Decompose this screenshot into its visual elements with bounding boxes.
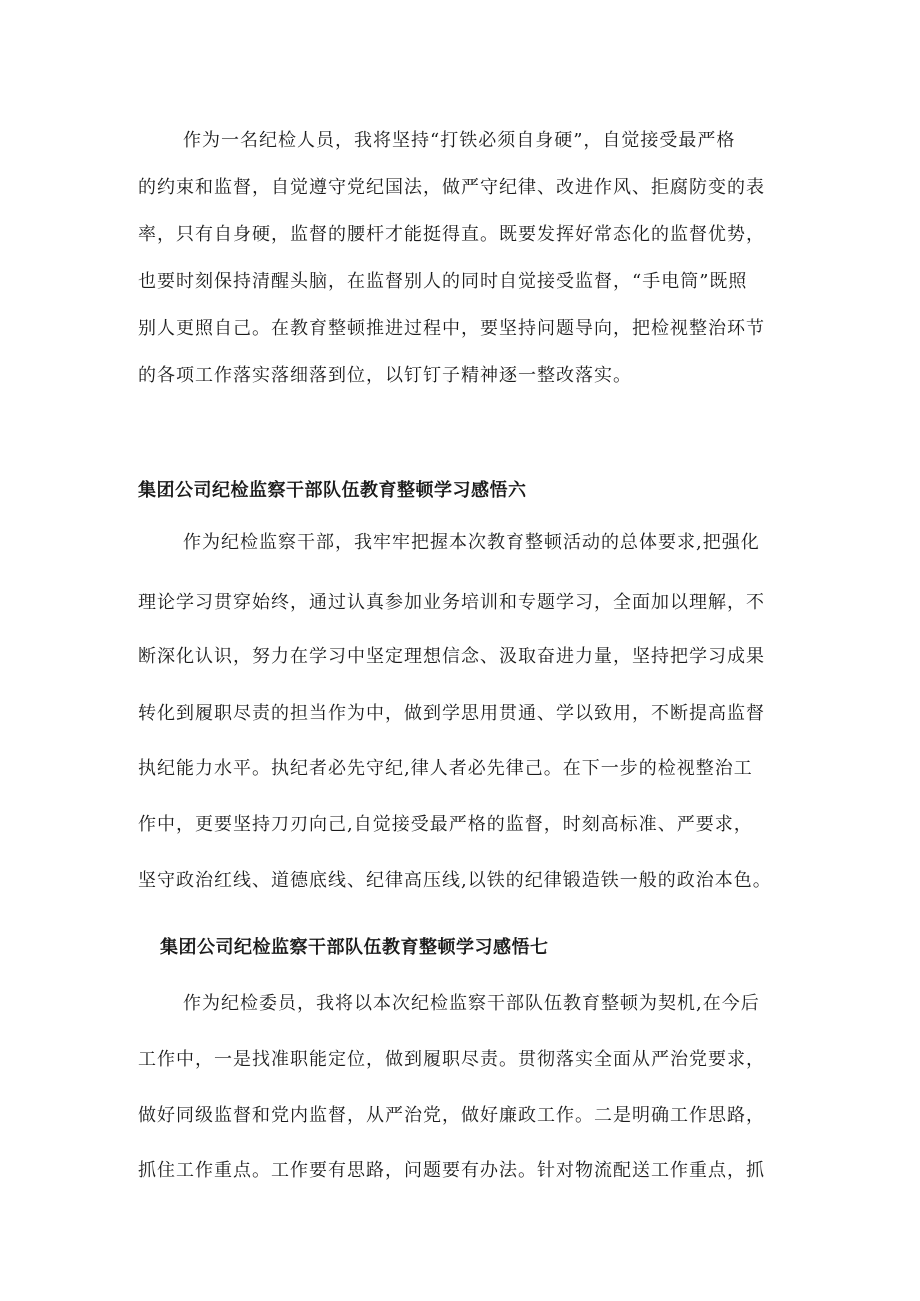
paragraph-3-line-4: 抓住工作重点。工作要有思路，问题要有办法。针对物流配送工作重点，抓 — [138, 1160, 765, 1181]
paragraph-2-line-3: 断深化认识，努力在学习中坚定理想信念、汲取奋进力量，坚持把学习成果 — [138, 646, 765, 667]
paragraph-2-line-1: 作为纪检监察干部，我牢牢把握本次教育整顿活动的总体要求,把强化 — [183, 532, 760, 553]
paragraph-2-line-6: 作中，更要坚持刀刃向己,自觉接受最严格的监督，时刻高标准、严要求， — [138, 814, 753, 835]
paragraph-1-line-5: 别人更照自己。在教育整顿推进过程中，要坚持问题导向，把检视整治环节 — [138, 318, 765, 339]
section-heading-6: 集团公司纪检监察干部队伍教育整顿学习感悟六 — [138, 480, 527, 501]
paragraph-1-line-4: 也要时刻保持清醒头脑，在监督别人的同时自觉接受监督，“手电筒”既照 — [138, 271, 748, 292]
paragraph-2-line-2: 理论学习贯穿始终，通过认真参加业务培训和专题学习，全面加以理解，不 — [138, 592, 765, 613]
paragraph-1-line-3: 率，只有自身硬，监督的腰杆才能挺得直。既要发挥好常态化的监督优势， — [138, 224, 765, 245]
paragraph-2-line-7: 坚守政治红线、道德底线、纪律高压线,以铁的纪律锻造铁一般的政治本色。 — [138, 870, 772, 891]
paragraph-2-line-4: 转化到履职尽责的担当作为中，做到学思用贯通、学以致用，不断提高监督 — [138, 703, 765, 724]
paragraph-1-line-6: 的各项工作落实落细落到位，以钉钉子精神逐一整改落实。 — [138, 365, 632, 386]
paragraph-2-line-5: 执纪能力水平。执纪者必先守纪,律人者必先律己。在下一步的检视整治工 — [138, 758, 753, 779]
section-heading-7: 集团公司纪检监察干部队伍教育整顿学习感悟七 — [160, 937, 549, 958]
paragraph-1-line-2: 的约束和监督，自觉遵守党纪国法，做严守纪律、改进作风、拒腐防变的表 — [138, 177, 765, 198]
paragraph-3-line-2: 工作中，一是找准职能定位，做到履职尽责。贯彻落实全面从严治党要求， — [138, 1049, 765, 1070]
paragraph-3-line-3: 做好同级监督和党内监督，从严治党，做好廉政工作。二是明确工作思路， — [138, 1105, 765, 1126]
paragraph-1-line-1: 作为一名纪检人员，我将坚持“打铁必须自身硬”，自觉接受最严格 — [183, 130, 736, 151]
paragraph-3-line-1: 作为纪检委员，我将以本次纪检监察干部队伍教育整顿为契机,在今后 — [183, 993, 760, 1014]
